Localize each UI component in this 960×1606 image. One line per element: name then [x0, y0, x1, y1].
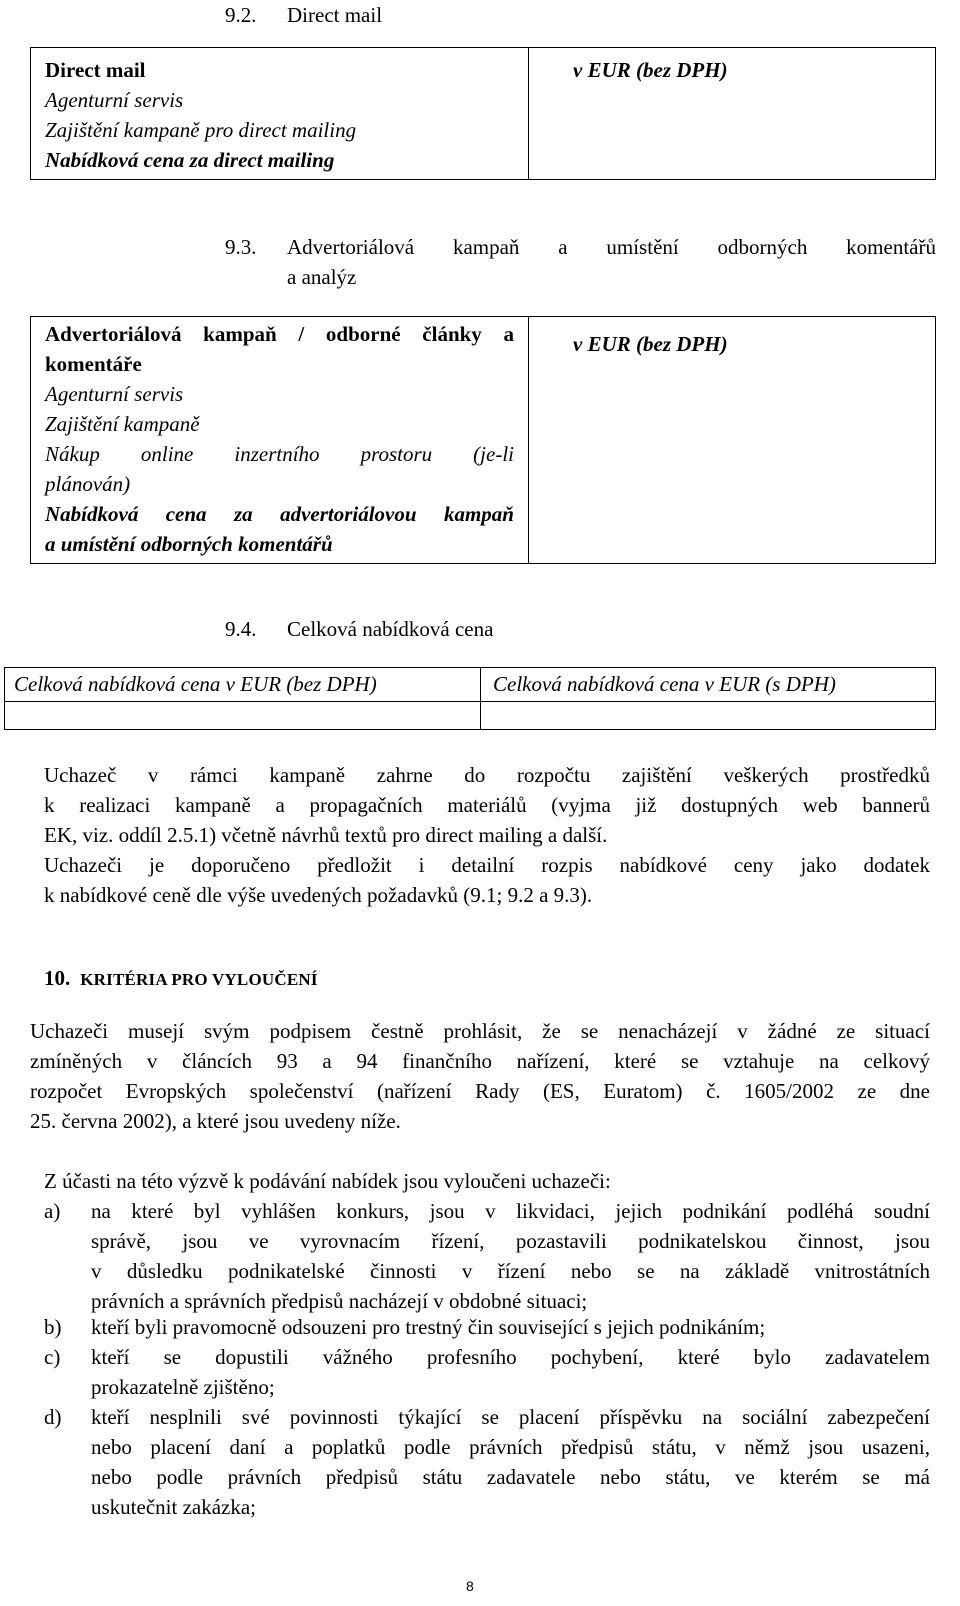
exclusion-declaration-paragraph: [30, 1016, 930, 1136]
total-price-header-excl-vat: [5, 668, 481, 702]
section-title-line-1: Advertoriálová kampaň a umístění odborných komentářů: [287, 235, 936, 259]
exclusion-intro: Z účasti na této výzvě k podávání nabídek jsou vyloučeni uchazeči:: [44, 1169, 611, 1193]
item-line: uskutečnit zakázka;: [91, 1495, 257, 1519]
total-price-table: [4, 667, 936, 730]
item-line: kteří byli pravomocně odsouzeni pro trestný čin související s jejich podnikáním;: [91, 1315, 766, 1339]
direct-mail-description-cell: [31, 48, 529, 180]
total-price-excl-vat-value: [5, 702, 481, 730]
offer-price-label: Nabídková cena za direct mailing: [45, 148, 335, 172]
section-number: 10.: [44, 966, 71, 990]
exclusion-item-b: [44, 1312, 930, 1342]
section-number: 9.4.: [225, 617, 257, 641]
paragraph-line: k realizaci kampaně a propagačních materiálů (vyjma již dostupných web bannerů: [44, 793, 930, 817]
item-line: kteří nesplnili své povinnosti týkající se placení příspěvku na sociální zabezpečení: [91, 1405, 930, 1429]
total-price-excl-vat-label: Celková nabídková cena v EUR (bez DPH): [14, 672, 377, 696]
section-9-2-heading: [225, 0, 382, 30]
item-line: správě, jsou ve vyrovnacím řízení, pozastavili podnikatelskou činnost, jsou: [91, 1229, 930, 1253]
agency-service-label: Agenturní servis: [45, 382, 184, 406]
currency-label: v EUR (bez DPH): [573, 58, 728, 82]
paragraph-line: zmíněných v článcích 93 a 94 finančního nařízení, které se vztahuje na celkový: [30, 1049, 930, 1073]
paragraph-line: Uchazeči musejí svým podpisem čestně prohlásit, že se nenacházejí v žádné ze situací: [30, 1019, 930, 1043]
direct-mail-price-cell: [529, 48, 936, 180]
section-title-line-2: a analýz: [287, 265, 357, 289]
online-ad-space-label: Nákup online inzertního prostoru (je-li: [45, 442, 514, 466]
paragraph-line: Uchazeči je doporučeno předložit i detailní rozpis nabídkové ceny jako dodatek: [44, 853, 930, 877]
page-number: 8: [466, 1578, 474, 1594]
paragraph-line: rozpočet Evropských společenství (nařízení Rady (ES, Euratom) č. 1605/2002 ze dne: [30, 1079, 930, 1103]
section-title: KRITÉRIA PRO VYLOUČENÍ: [80, 970, 318, 989]
item-line: nebo placení daní a poplatků podle právních předpisů státu, v němž jsou usazeni,: [91, 1435, 930, 1459]
section-9-4-heading: [225, 614, 493, 644]
item-line: na které byl vyhlášen konkurs, jsou v likvidaci, jejich podnikání podléhá soudní: [91, 1199, 930, 1223]
item-label: b): [44, 1315, 62, 1339]
exclusion-item-a: [44, 1196, 930, 1316]
section-10-heading: [44, 963, 318, 995]
advertorial-price-cell: [529, 317, 936, 564]
section-9-3-heading: [225, 232, 936, 292]
section-title: Celková nabídková cena: [287, 617, 494, 641]
campaign-provision-label: Zajištění kampaně pro direct mailing: [45, 118, 357, 142]
advertorial-description-cell: [31, 317, 529, 564]
item-line: prokazatelně zjištěno;: [91, 1375, 275, 1399]
exclusion-item-d: [44, 1402, 930, 1522]
total-price-incl-vat-label: Celková nabídková cena v EUR (s DPH): [493, 672, 836, 696]
campaign-note-paragraph: [44, 760, 930, 910]
agency-service-label: Agenturní servis: [45, 88, 184, 112]
item-line: v důsledku podnikatelské činnosti v řízení nebo se na základě vnitrostátních: [91, 1259, 930, 1283]
item-line: nebo podle právních předpisů státu zadavatele nebo státu, ve kterém se má: [91, 1465, 930, 1489]
offer-price-label: Nabídková cena za advertoriálovou kampaň: [45, 502, 514, 526]
section-title: Direct mail: [287, 3, 383, 27]
total-price-header-incl-vat: [481, 668, 936, 702]
item-line: kteří se dopustili vážného profesního pochybení, které bylo zadavatelem: [91, 1345, 930, 1369]
section-number: 9.3.: [225, 235, 257, 259]
online-ad-space-label-2: plánován): [45, 472, 131, 496]
advertorial-label-line-2: komentáře: [45, 352, 142, 376]
direct-mail-label: Direct mail: [45, 58, 146, 82]
section-number: 9.2.: [225, 3, 257, 27]
campaign-provision-label: Zajištění kampaně: [45, 412, 200, 436]
advertorial-table: [30, 316, 936, 564]
paragraph-line: k nabídkové ceně dle výše uvedených požadavků (9.1; 9.2 a 9.3).: [44, 883, 593, 907]
offer-price-label-2: a umístění odborných komentářů: [45, 532, 333, 556]
total-price-incl-vat-value: [481, 702, 936, 730]
item-label: a): [44, 1199, 61, 1223]
direct-mail-table: [30, 47, 936, 180]
advertorial-label-line-1: Advertoriálová kampaň / odborné články a: [45, 322, 514, 346]
exclusion-item-c: [44, 1342, 930, 1402]
item-label: d): [44, 1405, 62, 1429]
item-line: právních a správních předpisů nacházejí v obdobné situaci;: [91, 1289, 588, 1313]
currency-label: v EUR (bez DPH): [573, 332, 728, 356]
paragraph-line: 25. června 2002), a které jsou uvedeny níže.: [30, 1109, 401, 1133]
paragraph-line: EK, viz. oddíl 2.5.1) včetně návrhů textů pro direct mailing a další.: [44, 823, 608, 847]
paragraph-line: Uchazeč v rámci kampaně zahrne do rozpočtu zajištění veškerých prostředků: [44, 763, 930, 787]
item-label: c): [44, 1345, 61, 1369]
